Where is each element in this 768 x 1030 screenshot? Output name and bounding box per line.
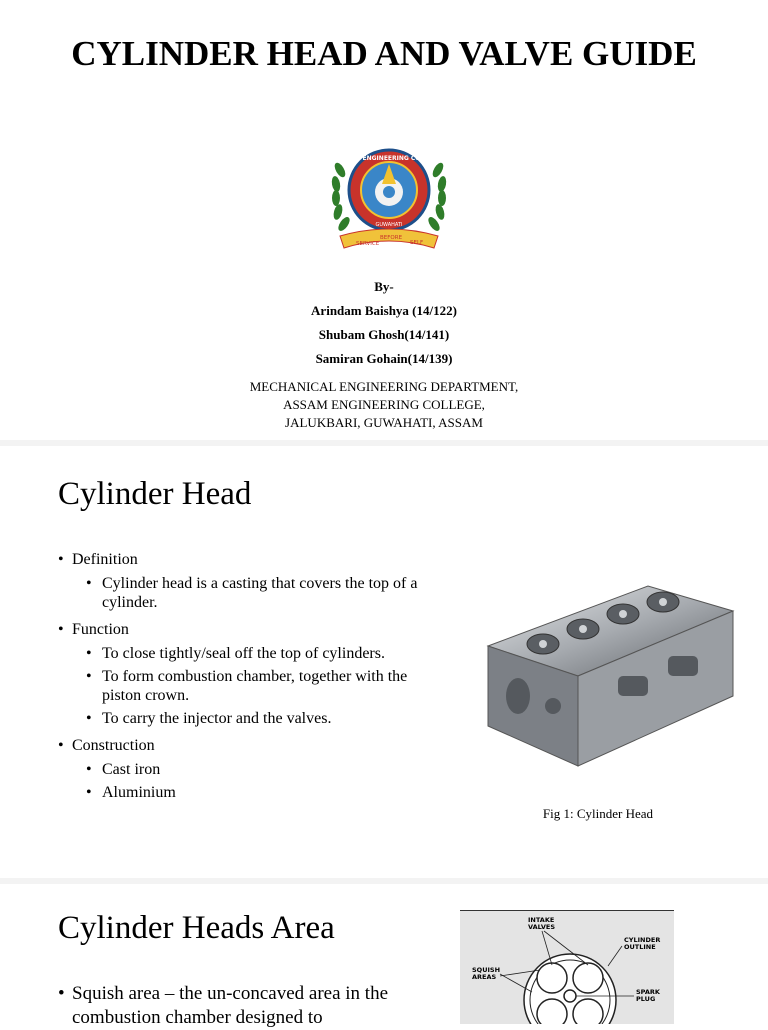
author-name: Shubam Ghosh(14/141) bbox=[318, 327, 450, 342]
bullet-list bbox=[58, 550, 443, 810]
slide-title: Cylinder Head bbox=[58, 476, 252, 512]
slide-title: Cylinder Heads Area bbox=[58, 910, 335, 946]
list-item: • To form combustion chamber, together with the piston crown. bbox=[86, 667, 443, 705]
svg-text:SERVICE: SERVICE bbox=[356, 241, 380, 247]
presentation-title: CYLINDER HEAD AND VALVE GUIDE bbox=[71, 34, 697, 73]
svg-text:SELF: SELF bbox=[410, 240, 424, 246]
list-item: • Squish area – the un-concaved area in the combustion chamber designed to bbox=[58, 982, 432, 1030]
department-line: MECHANICAL ENGINEERING DEPARTMENT, bbox=[249, 379, 519, 394]
figure-caption: Fig 1: Cylinder Head bbox=[542, 806, 654, 821]
by-label: By- bbox=[374, 279, 394, 294]
section-label: Function bbox=[72, 621, 129, 638]
svg-text:BEFORE: BEFORE bbox=[380, 235, 403, 241]
svg-text:OUTLINE: OUTLINE bbox=[624, 943, 656, 951]
svg-text:SQUISH: SQUISH bbox=[472, 966, 501, 974]
cylinder-heads-area-slide bbox=[0, 884, 768, 1028]
svg-text:INTAKE: INTAKE bbox=[528, 916, 555, 924]
combustion-chamber-diagram bbox=[460, 910, 674, 1024]
section-label: Definition bbox=[72, 551, 138, 568]
svg-text:PLUG: PLUG bbox=[636, 995, 656, 1003]
list-item: • Cylinder head is a casting that covers the top of a cylinder. bbox=[86, 574, 443, 612]
svg-text:CYLINDER: CYLINDER bbox=[624, 936, 661, 944]
department-line: ASSAM ENGINEERING COLLEGE, bbox=[283, 397, 485, 412]
svg-text:SPARK: SPARK bbox=[636, 988, 660, 996]
department-block bbox=[0, 378, 768, 432]
college-logo bbox=[330, 140, 448, 256]
section-label: Construction bbox=[72, 737, 155, 754]
list-item: • Cast iron bbox=[86, 760, 443, 779]
list-item: • To carry the injector and the valves. bbox=[86, 709, 443, 728]
cylinder-head-photo bbox=[448, 556, 748, 776]
list-item: • To close tightly/seal off the top of cylinders. bbox=[86, 644, 443, 663]
svg-text:AREAS: AREAS bbox=[472, 973, 497, 981]
svg-text:ASSAM ENGINEERING COLLEGE: ASSAM ENGINEERING COLLEGE bbox=[336, 155, 442, 162]
list-item bbox=[58, 736, 443, 802]
svg-text:GUWAHATI: GUWAHATI bbox=[375, 222, 403, 228]
svg-text:VALVES: VALVES bbox=[528, 923, 556, 931]
list-item bbox=[58, 550, 443, 612]
authors-block bbox=[0, 275, 768, 371]
author-name: Arindam Baishya (14/122) bbox=[311, 303, 457, 318]
list-item: • Aluminium bbox=[86, 783, 443, 802]
author-name: Samiran Gohain(14/139) bbox=[315, 351, 453, 366]
cylinder-head-slide bbox=[0, 446, 768, 878]
department-line: JALUKBARI, GUWAHATI, ASSAM bbox=[285, 415, 483, 430]
list-item bbox=[58, 620, 443, 728]
title-slide bbox=[0, 0, 768, 440]
